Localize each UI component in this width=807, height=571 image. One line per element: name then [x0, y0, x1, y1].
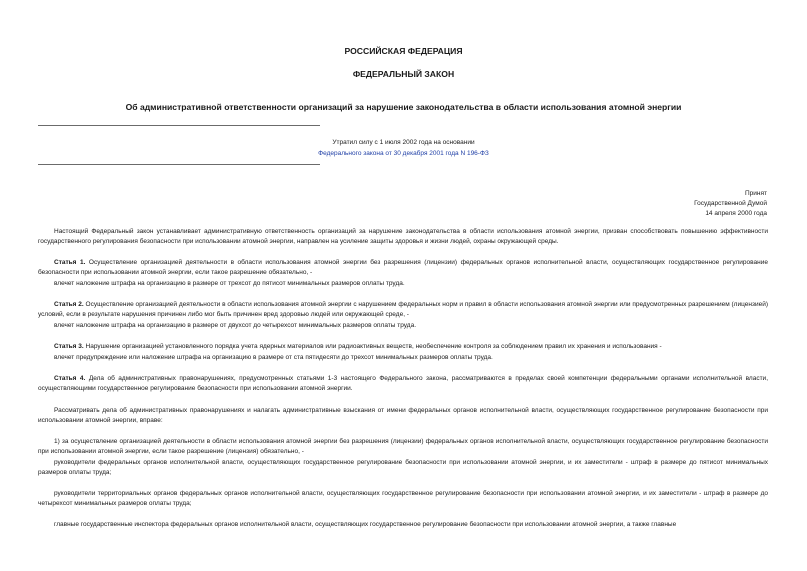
accepted-date: 14 апреля 2000 года	[705, 210, 767, 217]
divider-bottom	[38, 164, 320, 165]
article-2-penalty: влечет наложение штрафа на организацию в размере от двухсот до четырехсот минимальных размеров оплаты труда.	[54, 322, 417, 329]
law-title: Об административной ответственности организаций за нарушение законодательства в области использования атомной энергии	[125, 102, 682, 112]
article-3-penalty: влечет предупреждение или наложение штрафа на организацию в размере от ста пятидесяти до трехсот минимальных размеров оплаты труда.	[54, 354, 493, 361]
acceptance-block	[694, 189, 767, 219]
article-3-label: Статья 3.	[54, 343, 84, 350]
divider-top	[38, 125, 320, 126]
article-1-label: Статья 1.	[54, 259, 86, 266]
article-2-label: Статья 2.	[54, 301, 84, 308]
article-4-text: Дела об административных правонарушениях, предусмотренных статьями 1-3 настоящего Федерального закона, рассматриваются в пределах своей компетенции федеральными органами исполнительной власти, осуществляющими государственное регулирование безопасности при использовании атомной энергии.	[38, 375, 768, 393]
repeal-note: Утратил силу с 1 июля 2002 года на основании	[332, 139, 475, 146]
item-1: 1) за осуществление организацией деятельности в области использования атомной энергии без разрешения (лицензии) федеральных органов исполнительной власти, осуществляющих государственное регулирование безопасности при использовании атомной энергии, если такое разрешение (лицензия) обязательно, -	[38, 438, 768, 456]
article-3	[38, 342, 768, 352]
article-3-text: Нарушение организацией установленного порядка учета ядерных материалов или радиоактивных веществ, необеспечение контроля за соблюдением правил их хранения и использования -	[83, 343, 662, 350]
article-1-penalty: влечет наложение штрафа на организацию в размере от трехсот до пятисот минимальных размеров оплаты труда.	[54, 280, 405, 287]
article-1-text: Осуществление организацией деятельности в области использования атомной энергии без разрешения (лицензии) федеральных органов исполнительной власти, осуществляющих государственное регулирование безопасности при использовании атомной энергии, если такое разрешение обязательно, -	[38, 259, 768, 277]
accepted-label: Принят	[744, 190, 767, 197]
item-territorial: руководители территориальных органов федеральных органов исполнительной власти, осуществляющих государственное регулирование безопасности при использовании атомной энергии, и их заместители - штраф в размере до четырехсот минимальных размеров оплаты труда;	[38, 490, 768, 508]
intro-paragraph: Настоящий Федеральный закон устанавливает административную ответственность организаций за нарушение законодательства в области использования атомной энергии, призван способствовать повышению эффективности государственного регулирования безопасности при использовании атомной энергии, направлен на усиление защиты здоровья и жизни людей, охраны окружающей среды.	[38, 228, 768, 246]
article-4-label: Статья 4.	[54, 375, 86, 382]
country-heading: РОССИЙСКАЯ ФЕДЕРАЦИЯ	[344, 46, 463, 56]
item-1-heads: руководители федеральных органов исполнительной власти, осуществляющих государственное регулирование безопасности при использовании атомной энергии, и их заместители - штраф в размере до пятисот минимальных размеров оплаты труда;	[38, 459, 768, 477]
article-2	[38, 300, 768, 321]
repeal-law-link[interactable]: Федерального закона от 30 декабря 2001 года N 196-ФЗ	[318, 150, 489, 157]
article-2-text: Осуществление организацией деятельности в области использования атомной энергии с нарушением федеральных норм и правил в области использования атомной энергии или предусмотренных разрешением (лицензией) условий, если в результате нарушения причинен либо мог быть причинен вред здоровью людей или окружающей среде, -	[38, 301, 768, 319]
article-4	[38, 374, 768, 395]
item-inspectors: главные государственные инспектора федеральных органов исполнительной власти, осуществляющих государственное регулирование безопасности при использовании атомной энергии, а также главные	[54, 521, 677, 528]
doc-type-heading: ФЕДЕРАЛЬНЫЙ ЗАКОН	[352, 69, 455, 79]
accepted-by: Государственной Думой	[694, 200, 767, 207]
review-paragraph: Рассматривать дела об административных правонарушениях и налагать административные взыскания от имени федеральных органов исполнительной власти, осуществляющих государственное регулирование безопасности при использовании атомной энергии, вправе:	[38, 407, 768, 425]
article-1	[38, 258, 768, 279]
